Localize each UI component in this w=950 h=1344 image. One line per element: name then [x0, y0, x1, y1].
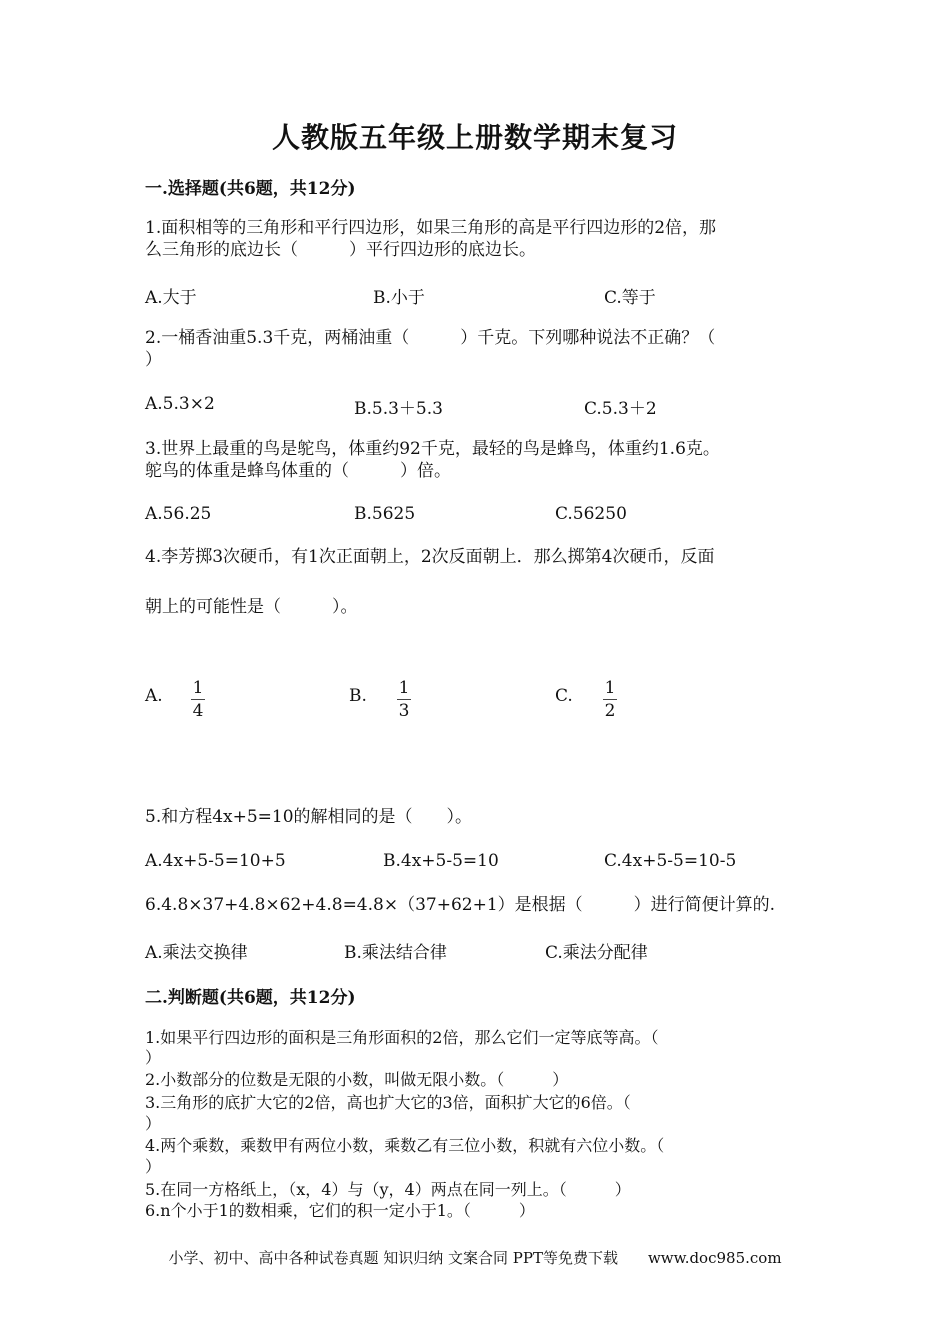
section-heading-judgement: 二.判断题(共6题，共12分) — [145, 988, 356, 1008]
fraction-one-third — [397, 678, 411, 721]
fraction-bar — [191, 699, 205, 700]
fraction-one-quarter — [191, 678, 205, 721]
judgement-2: 2.小数部分的位数是无限的小数，叫做无限小数。（ ） — [145, 1070, 569, 1089]
question-1-line-2: 么三角形的底边长（ ）平行四边形的底边长。 — [145, 240, 536, 260]
judgement-4-line-2: ） — [145, 1157, 162, 1176]
fraction-numerator: 1 — [604, 678, 616, 698]
option-3a: A.56.25 — [145, 504, 212, 524]
option-4a: A. — [145, 686, 163, 706]
fraction-numerator: 1 — [398, 678, 410, 698]
question-3-line-2: 鸵鸟的体重是蜂鸟体重的（ ）倍。 — [145, 461, 451, 481]
option-5a: A.4x+5-5=10+5 — [145, 851, 286, 871]
question-3-line-1: 3.世界上最重的鸟是鸵鸟，体重约92千克，最轻的鸟是蜂鸟，体重约1.6克。 — [145, 439, 720, 459]
option-1c: C.等于 — [604, 288, 656, 308]
option-2b: B.5.3＋5.3 — [354, 399, 443, 419]
question-2-line-1: 2.一桶香油重5.3千克，两桶油重（ ）千克。下列哪种说法不正确？（ — [145, 328, 716, 348]
fraction-one-half — [603, 678, 617, 721]
option-1a: A.大于 — [145, 288, 197, 308]
question-1-line-1: 1.面积相等的三角形和平行四边形，如果三角形的高是平行四边形的2倍，那 — [145, 218, 717, 238]
judgement-4-line-1: 4.两个乘数，乘数甲有两位小数，乘数乙有三位小数，积就有六位小数。（ — [145, 1136, 665, 1155]
question-5: 5.和方程4x+5=10的解相同的是（ ）。 — [145, 807, 473, 827]
option-4c: C. — [555, 686, 573, 706]
question-4-line-2: 朝上的可能性是（ ）。 — [145, 597, 358, 617]
fraction-bar — [397, 699, 411, 700]
judgement-5: 5.在同一方格纸上，（x，4）与（y，4）两点在同一列上。（ ） — [145, 1180, 631, 1199]
option-1b: B.小于 — [373, 288, 425, 308]
option-6b: B.乘法结合律 — [344, 943, 447, 963]
fraction-bar — [603, 699, 617, 700]
judgement-3-line-1: 3.三角形的底扩大它的2倍，高也扩大它的3倍，面积扩大它的6倍。（ — [145, 1093, 631, 1112]
page-title: 人教版五年级上册数学期末复习 — [271, 121, 678, 154]
question-6: 6.4.8×37+4.8×62+4.8=4.8×（37+62+1）是根据（ ）进行简便计算的. — [145, 895, 776, 915]
section-heading-choice: 一.选择题(共6题，共12分) — [145, 179, 356, 199]
option-5c: C.4x+5-5=10-5 — [604, 851, 737, 871]
judgement-1-line-1: 1.如果平行四边形的面积是三角形面积的2倍，那么它们一定等底等高。（ — [145, 1028, 659, 1047]
fraction-numerator: 1 — [192, 678, 204, 698]
fraction-denominator: 3 — [398, 701, 410, 721]
judgement-6: 6.n个小于1的数相乘，它们的积一定小于1。（ ） — [145, 1201, 535, 1220]
question-4-line-1: 4.李芳掷3次硬币，有1次正面朝上，2次反面朝上．那么掷第4次硬币，反面 — [145, 547, 715, 567]
option-2a: A.5.3×2 — [145, 394, 215, 414]
judgement-1-line-2: ） — [145, 1048, 162, 1067]
fraction-denominator: 4 — [192, 701, 204, 721]
question-2-line-2: ） — [145, 350, 162, 370]
option-6c: C.乘法分配律 — [545, 943, 648, 963]
option-3b: B.5625 — [354, 504, 416, 524]
page-footer: 小学、初中、高中各种试卷真题 知识归纳 文案合同 PPT等免费下载 www.doc985.com — [168, 1249, 782, 1267]
fraction-denominator: 2 — [604, 701, 616, 721]
option-4b: B. — [349, 686, 367, 706]
judgement-3-line-2: ） — [145, 1114, 162, 1133]
option-3c: C.56250 — [555, 504, 627, 524]
option-6a: A.乘法交换律 — [145, 943, 248, 963]
option-2c: C.5.3＋2 — [584, 399, 657, 419]
option-5b: B.4x+5-5=10 — [383, 851, 499, 871]
